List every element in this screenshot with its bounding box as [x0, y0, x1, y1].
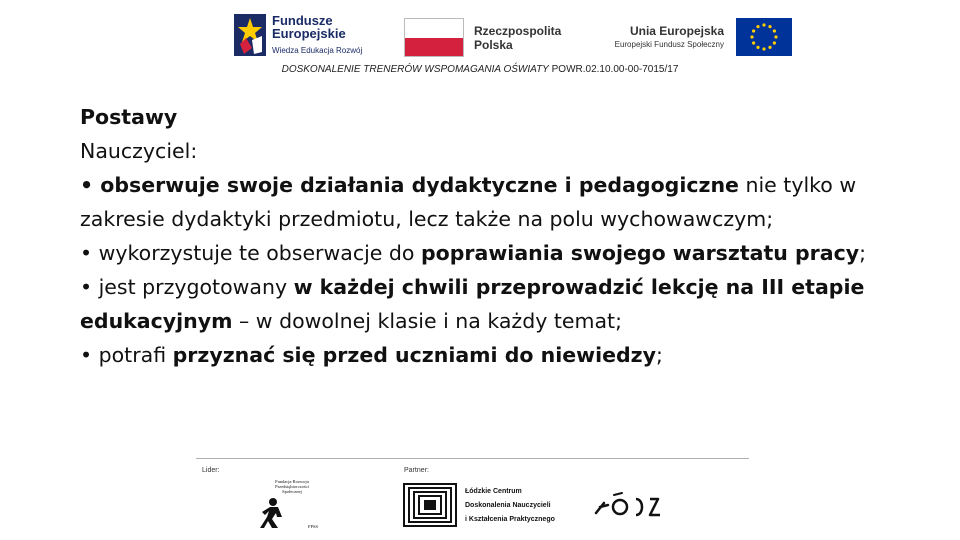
poland-flag-icon [404, 18, 464, 57]
project-code: POWR.02.10.00-00-7015/17 [548, 64, 679, 75]
rp-logo-line1: Rzeczpospolita [474, 24, 562, 38]
project-title [0, 64, 960, 75]
bullet-3 [80, 270, 920, 338]
footer-logos [196, 458, 749, 535]
square-frame-logo-icon [403, 483, 457, 527]
fe-logo-line1: Fundusze [272, 13, 333, 28]
partner-line2: Doskonalenia Nauczycieli [465, 502, 551, 509]
lodz-city-logo-icon [592, 489, 672, 519]
fe-logo-line3: Wiedza Edukacja Rozwój [272, 46, 363, 55]
fe-star-mark-icon [234, 14, 266, 56]
bullet-3-bold: w każdej chwili przeprowadzić lekcję na III etapie edukacyjnym [80, 275, 865, 333]
partner-line1: Łódzkie Centrum [465, 488, 522, 495]
bullet-1-text: nie tylko w zakresie dydaktyki przedmiotu, lecz także na polu wychowawczym; [80, 173, 857, 231]
lider-logo-abbr: FPSS [307, 524, 318, 529]
walking-figure-icon [260, 497, 290, 529]
bullet-1-bold: • obserwuje swoje działania dydaktyczne i pedagogiczne [80, 173, 739, 197]
slide-heading: Postawy [80, 105, 178, 129]
partner-line3: i Kształcenia Praktycznego [465, 516, 555, 523]
bullet-2-bold: poprawiania swojego warsztatu pracy [420, 241, 860, 265]
fundusze-europejskie-logo [232, 10, 377, 62]
slide-content [80, 100, 920, 372]
bullet-4-text: • potrafi [80, 343, 173, 367]
bullet-2 [80, 236, 920, 270]
partner-label: Partner: [404, 467, 429, 474]
ue-logo-line2: Europejski Fundusz Społeczny [614, 40, 724, 49]
bullet-3-end: – w dowolnej klasie i na każdy temat; [232, 309, 622, 333]
intro-text: Nauczyciel: [80, 139, 198, 163]
rzeczpospolita-logo [404, 18, 604, 58]
bullet-2-end: ; [859, 241, 867, 265]
rp-logo-line2: Polska [474, 38, 513, 52]
unia-europejska-logo [600, 18, 792, 58]
partner-logo [403, 483, 563, 529]
project-name: DOSKONALENIE TRENERÓW WSPOMAGANIA OŚWIATY [281, 64, 549, 75]
fe-logo-line2: Europejskie [272, 26, 346, 41]
eu-flag-icon [736, 18, 792, 56]
ue-logo-line1: Unia Europejska [629, 24, 724, 38]
bullet-4-bold: przyznać się przed uczniami do niewiedzy [172, 343, 656, 367]
partner-logo-text [465, 485, 555, 527]
bullet-2-text: • wykorzystuje te obserwacje do [80, 241, 421, 265]
bullet-4 [80, 338, 920, 372]
bullet-1 [80, 168, 920, 236]
lider-label: Lider: [202, 467, 220, 474]
bullet-4-end: ; [655, 343, 663, 367]
lider-logo [258, 479, 318, 529]
header-logos [232, 10, 792, 62]
bullet-3-text: • jest przygotowany [80, 275, 294, 299]
lider-logo-text: Fundacja Rozwoju Przedsiębiorczości Społecznej [275, 479, 309, 494]
